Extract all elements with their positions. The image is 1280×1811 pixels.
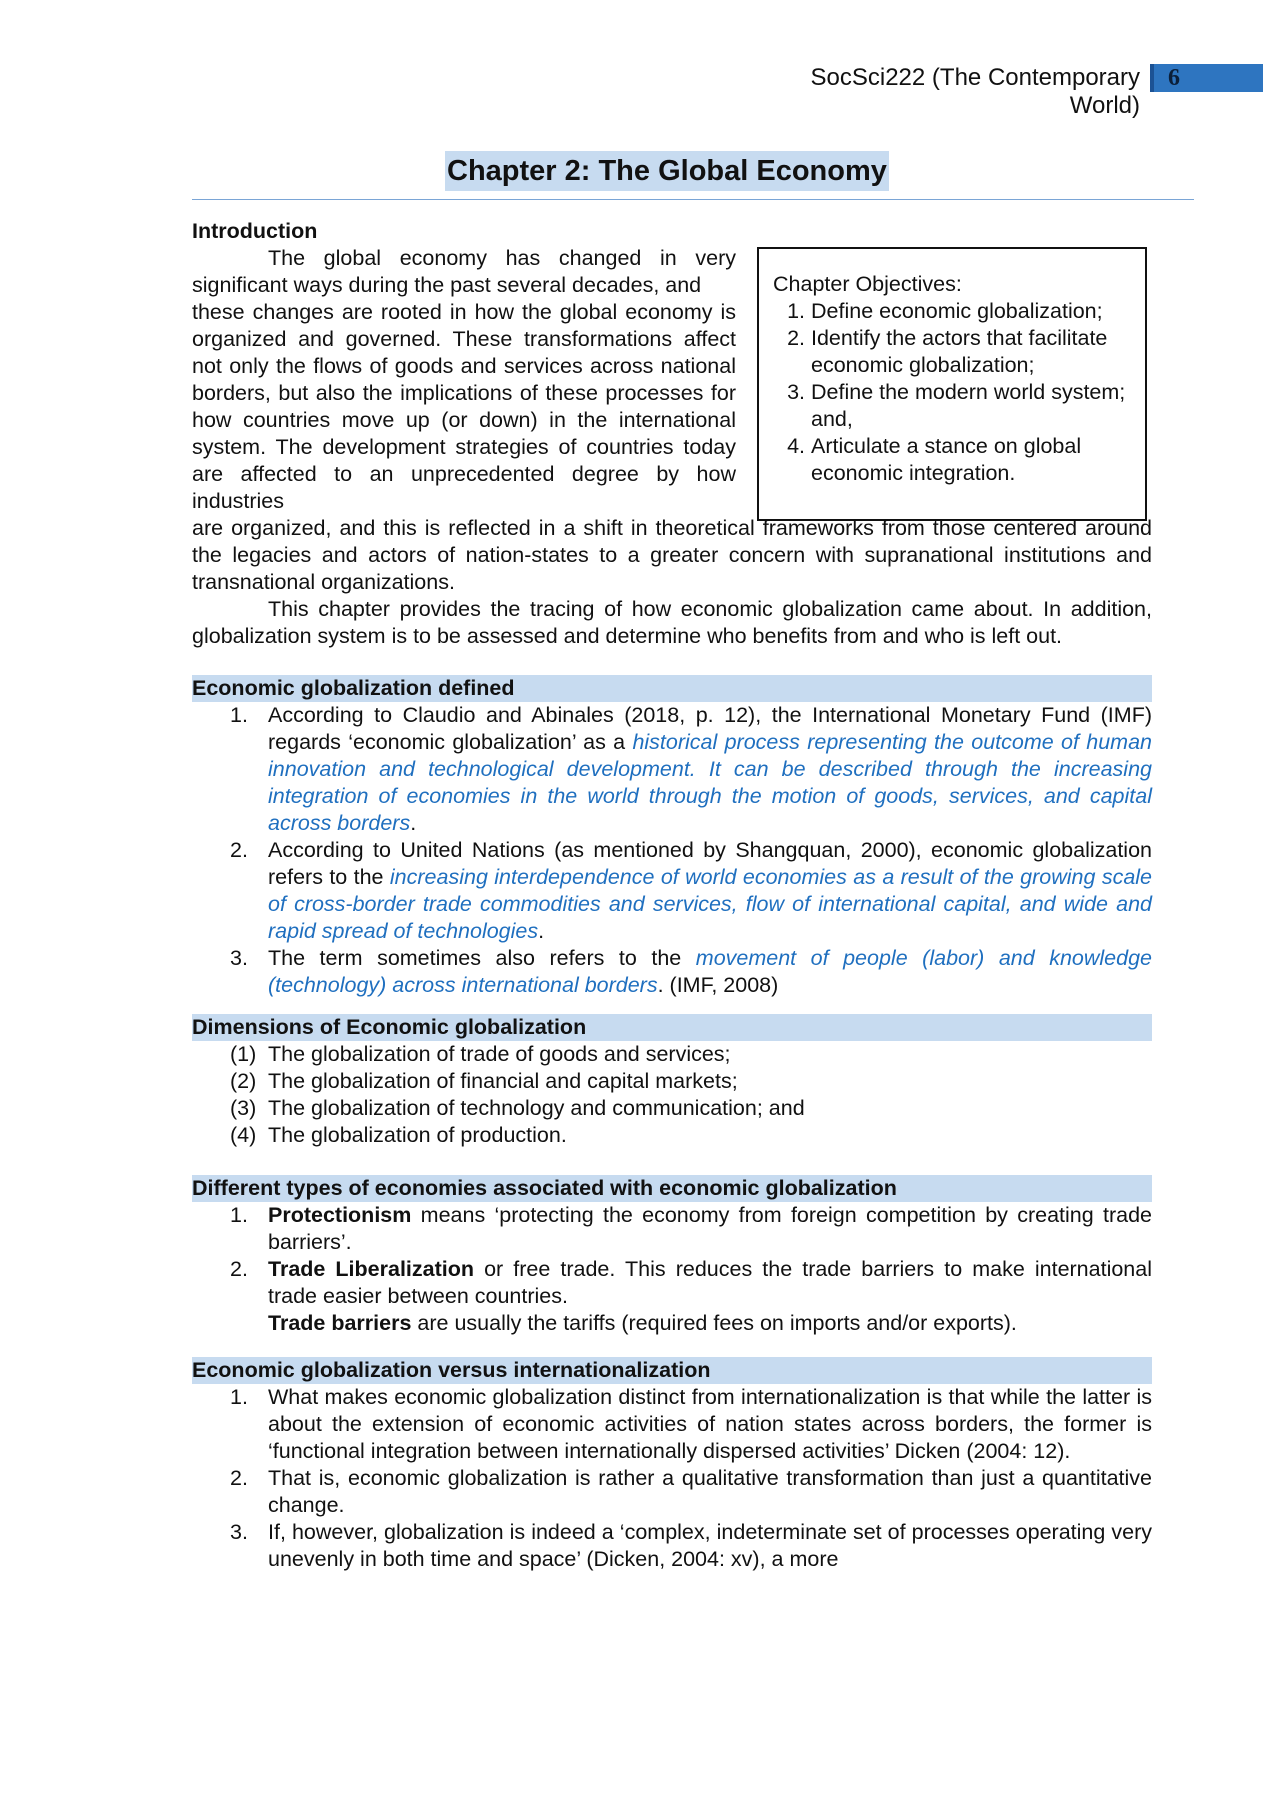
- intro-paragraph: these changes are rooted in how the global economy is organized and governed. These transformations affect not only the flows of goods and services across national borders, but also the implications of these processes for how countries move up (or down) in the international system. The development strategies of countries today are affected to an unprecedented degree by how industries: [192, 300, 736, 513]
- economy-types-list: [192, 1202, 1152, 1337]
- running-header: SocSci222 (The Contemporary World): [810, 64, 1140, 119]
- list-item: 2. Trade Liberalization or free trade. This reduces the trade barriers to make international trade easier between countries.: [230, 1257, 1152, 1308]
- intro-paragraph: The global economy has changed in very significant ways during the past several decades, and: [192, 246, 736, 297]
- page-number: 6: [1150, 64, 1263, 92]
- objective-item: 2. Identify the actors that facilitate economic globalization;: [811, 325, 1133, 379]
- objective-item: 3. Define the modern world system; and,: [811, 379, 1133, 433]
- list-item: (3) The globalization of technology and communication; and: [230, 1096, 805, 1120]
- list-item: (2) The globalization of financial and capital markets;: [230, 1069, 738, 1093]
- list-item: 1. According to Claudio and Abinales (2018, p. 12), the International Monetary Fund (IMF) regards ‘economic globalization’ as a historical process representing the outcome of human innovation and technological development. It can be described through the increasing integration of economies in the world through the motion of goods, services, and capital across borders.: [230, 703, 1153, 835]
- list-item: 2. According to United Nations (as mentioned by Shangquan, 2000), economic globalization refers to the increasing interdependence of world economies as a result of the growing scale of cross-border trade commodities and services, flow of international capital, and wide and rapid spread of technologies.: [230, 838, 1153, 943]
- dimensions-list: [192, 1041, 1152, 1149]
- list-item: 3. If, however, globalization is indeed a ‘complex, indeterminate set of processes operating very unevenly in both time and space’ (Dicken, 2004: xv), a more: [230, 1520, 1152, 1571]
- objective-item: 1. Define economic globalization;: [811, 298, 1133, 325]
- list-item: 1. What makes economic globalization distinct from internationalization is that while the latter is about the extension of economic activities of nation states across borders, the former is ‘functional integration between internationally dispersed activities’ Dicken (2004: 12).: [230, 1385, 1152, 1463]
- list-item: (4) The globalization of production.: [230, 1123, 567, 1147]
- objectives-heading: Chapter Objectives:: [773, 272, 962, 296]
- list-item: (1) The globalization of trade of goods and services;: [230, 1042, 731, 1066]
- section-heading: Different types of economies associated with economic globalization: [192, 1175, 1152, 1202]
- definitions-list: [192, 702, 1152, 999]
- section-heading: Dimensions of Economic globalization: [192, 1014, 1152, 1041]
- intro-paragraph: This chapter provides the tracing of how economic globalization came about. In addition, globalization system is to be assessed and determine who benefits from and who is left out.: [192, 597, 1152, 648]
- title-divider: [192, 199, 1194, 200]
- intro-paragraph: are organized, and this is reflected in a shift in theoretical frameworks from those centered around the legacies and actors of nation-states to a greater concern with supranational institutions and transnational organizations.: [192, 516, 1152, 594]
- list-item: 1. Protectionism means ‘protecting the economy from foreign competition by creating trade barriers’.: [230, 1203, 1152, 1254]
- list-item: 3. The term sometimes also refers to the movement of people (labor) and knowledge (technology) across international borders. (IMF, 2008): [230, 946, 1152, 997]
- comparison-list: [192, 1384, 1152, 1573]
- section-heading: Economic globalization versus internationalization: [192, 1357, 1152, 1384]
- list-note: Trade barriers are usually the tariffs (required fees on imports and/or exports).: [268, 1311, 1017, 1335]
- objective-item: 4. Articulate a stance on global economic integration.: [811, 433, 1133, 487]
- chapter-title: Chapter 2: The Global Economy: [445, 151, 889, 191]
- intro-heading: Introduction: [192, 219, 318, 243]
- section-heading: Economic globalization defined: [192, 675, 1152, 702]
- intro-column: [192, 218, 736, 515]
- document-body: [192, 218, 1152, 1573]
- list-item: 2. That is, economic globalization is rather a qualitative transformation than just a quantitative change.: [230, 1466, 1152, 1517]
